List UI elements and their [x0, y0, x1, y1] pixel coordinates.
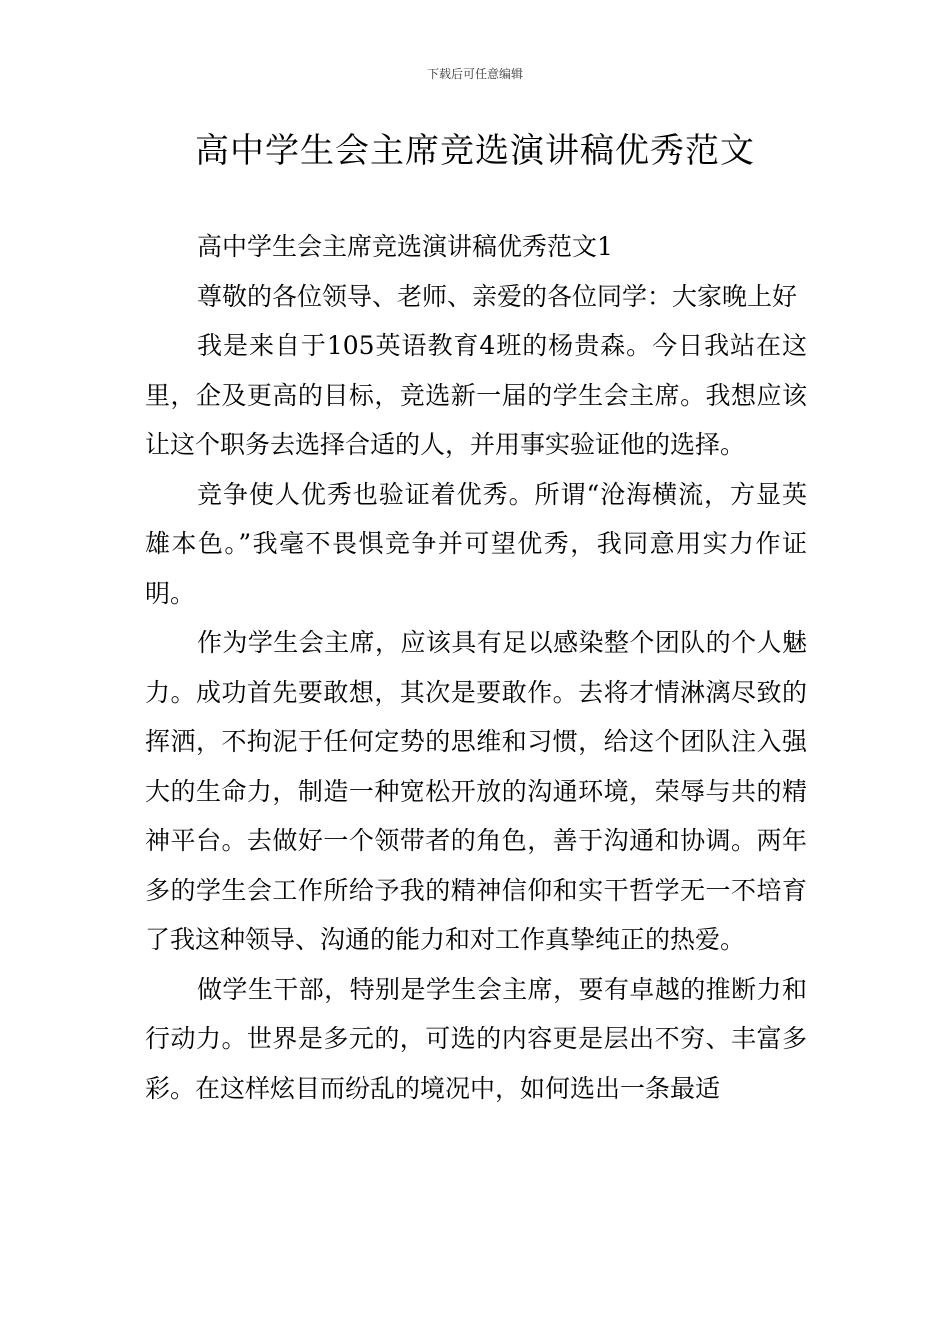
header-note: 下载后可任意编辑 — [426, 67, 523, 81]
paragraph-leadership: 作为学生会主席，应该具有足以感染整个团队的个人魅力。成功首先要敢想，其次是要敢作。去将才情淋漓尽致的挥洒，不拘泥于任何定势的思维和习惯，给这个团队注入强大的生命力，制造一种宽松开放的沟通环境，荣辱与共的精神平台。去做好一个领带者的角色，善于沟通和协调。两年多的学生会工作所给予我的精神信仰和实干哲学无一不培育了我这种领导、沟通的能力和对工作真挚纯正的热爱。 — [145, 628, 807, 954]
document-title: 高中学生会主席竞选演讲稿优秀范文 — [195, 131, 755, 171]
paragraph-greeting: 尊敬的各位领导、老师、亲爱的各位同学：大家晚上好 — [197, 281, 798, 311]
paragraph-subtitle: 高中学生会主席竞选演讲稿优秀范文1 — [197, 232, 613, 261]
paragraph-introduction: 我是来自于105英语教育4班的杨贵森。今日我站在这里，企及更高的目标，竞选新一届的学生会主席。我想应该让这个职务去选择合适的人，并用事实验证他的选择。 — [145, 331, 807, 459]
paragraph-judgement: 做学生干部，特别是学生会主席，要有卓越的推断力和行动力。世界是多元的，可选的内容更是层出不穷、丰富多彩。在这样炫目而纷乱的境况中，如何选出一条最适 — [145, 974, 807, 1103]
paragraph-competition: 竞争使人优秀也验证着优秀。所谓“沧海横流，方显英雄本色。”我毫不畏惧竞争并可望优秀，我同意用实力作证明。 — [145, 479, 807, 608]
document-body — [145, 222, 807, 1113]
